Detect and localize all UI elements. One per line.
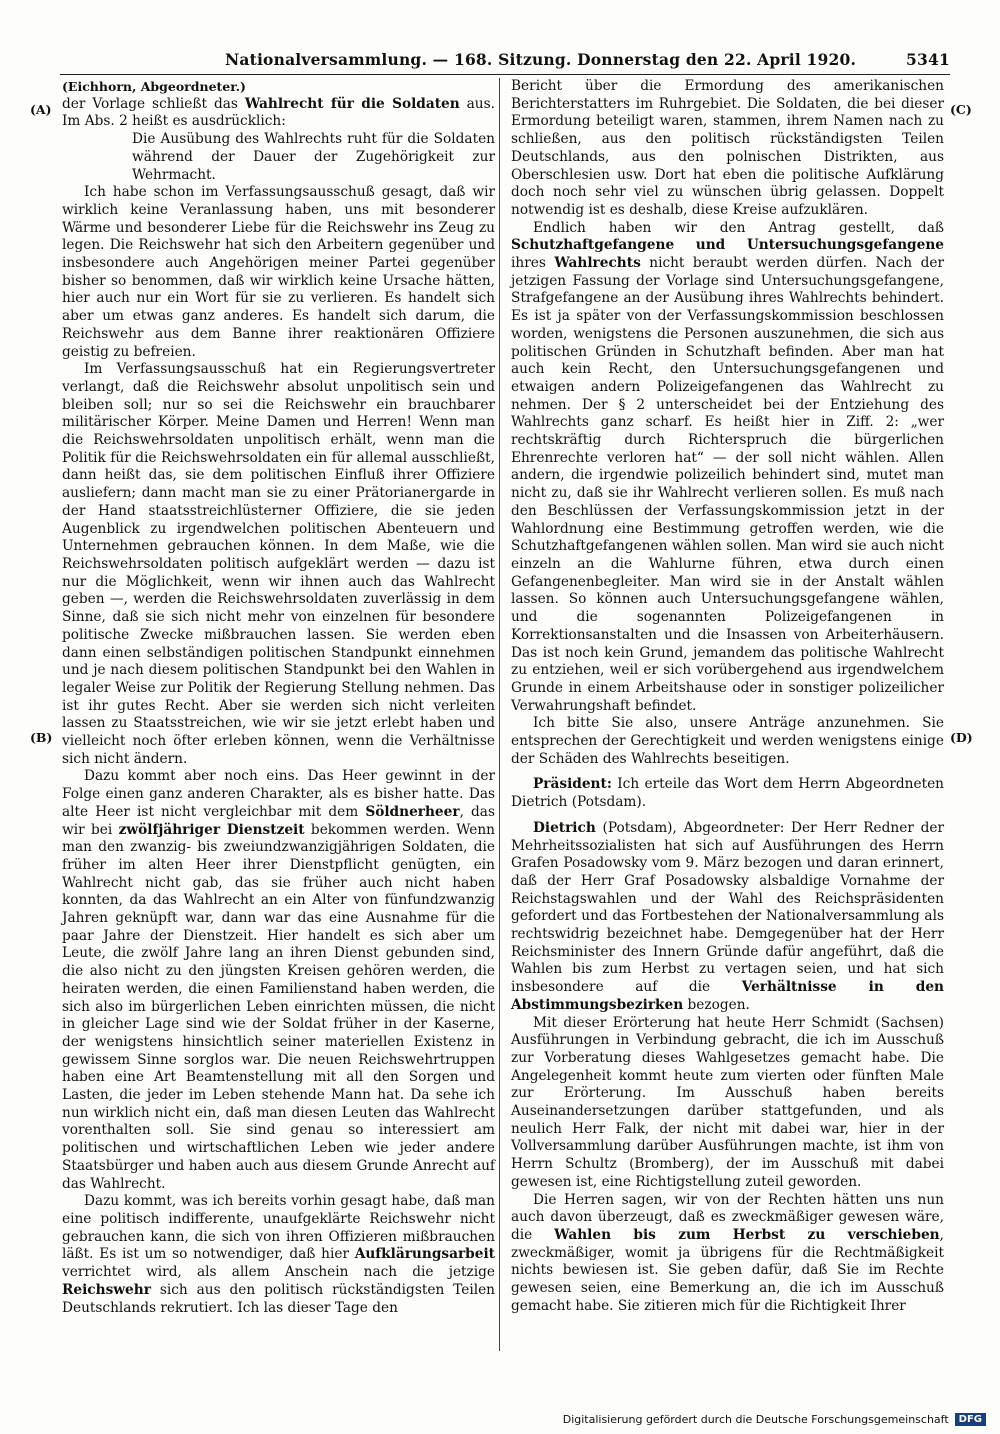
margin-mark-b: (B) bbox=[30, 730, 53, 745]
paragraph bbox=[62, 768, 495, 1193]
right-column bbox=[511, 78, 944, 1316]
text-run: Die Herren sagen, wir von der Rechten hätten uns nun auch davon überzeugt, daß es zweckmäßiger gewesen wäre, die bbox=[511, 1191, 944, 1243]
bold-term: Wahlrecht für die Soldaten bbox=[244, 95, 460, 112]
text-run: bezogen. bbox=[683, 996, 750, 1013]
text-run: Ich erteile das Wort dem Herrn Abgeordneten Dietrich (Potsdam). bbox=[511, 776, 944, 811]
speaker-name: Präsident: bbox=[533, 776, 612, 793]
text-run: , zweckmäßiger, womit ja übrigens für die Rechtmäßigkeit nichts bewiesen ist. Sie geben dafür, daß Sie im Rechte gewesen seien, eine Bemerkung an, die ich im Ausschuß gemacht habe. Sie zitieren mich für die Richtigkeit Ihrer bbox=[511, 1227, 944, 1314]
text-run: verrichtet wird, als allem Anschein nach die jetzige bbox=[62, 1264, 495, 1281]
paragraph bbox=[511, 220, 944, 716]
footer bbox=[563, 1413, 986, 1426]
speaker-name: Dietrich bbox=[533, 819, 596, 836]
page-number: 5341 bbox=[906, 50, 950, 69]
paragraph: Im Verfassungsausschuß hat ein Regierungsvertreter verlangt, daß die Reichswehr absolut unpolitisch sein und bleiben soll; nur so sei die Reichswehr ein brauchbarer militärischer Körper. Meine Damen und Herren! Wenn man die Reichswehrsoldaten unpolitisch erhält, wenn man die Politik für die Reichswehrsoldaten ein für allemal ausschließt, dann heißt das, sie dem politischen Einfluß ihrer Offiziere ausliefern; dann macht man sie zu einer Prätorianergarde in der Hand staatsstreichlüsterner Offiziere, die sie jeden Augenblick zu irgendwelchen politischen Abenteuern und Unternehmen gebrauchen können. In dem Maße, wie die Reichswehrsoldaten politisch aufgeklärt werden — dazu ist nur die Möglichkeit, wenn wir ihnen auch das Wahlrecht geben —, werden die Reichswehrsoldaten zuverlässig in dem Sinne, daß sie sich nicht mehr von einzelnen für besondere politische Zwecke mißbrauchen lassen. Sie werden eben dann einen selbständigen politischen Standpunkt einnehmen und je nach diesem politischen Standpunkt bei den Wahlen in legaler Weise zur Politik der Regierung Stellung nehmen. Das ist ihr gutes Recht. Aber sie werden sich nicht verleiten lassen zu Staatsstreichen, wie wir sie jetzt erlebt haben und vielleicht noch öfter erleben können, wenn die Verhältnisse sich nicht ändern. bbox=[62, 361, 495, 767]
left-column bbox=[62, 78, 495, 1317]
header-rule bbox=[60, 74, 950, 75]
paragraph bbox=[511, 1192, 944, 1316]
bold-term: Wahlrechts bbox=[554, 255, 641, 272]
paragraph: Mit dieser Erörterung hat heute Herr Schmidt (Sachsen) Ausführungen in Verbindung gebracht, die ich im Ausschuß zur Vorberatung dieses Wahlgesetzes gemacht habe. Die Angelegenheit kommt heute zum vierten oder fünften Male zur Erörterung. Im Ausschuß haben bereits Auseinandersetzungen darüber stattgefunden, und als neulich Herr Falk, der nicht mit dabei war, hier in der Vollversammlung darüber Ausführungen machte, ist ihm von Herrn Schultz (Bromberg), der im Ausschuß mit dabei gewesen ist, eine Richtigstellung zuteil geworden. bbox=[511, 1014, 944, 1190]
paragraph bbox=[62, 96, 495, 131]
bold-term: Reichswehr bbox=[62, 1281, 151, 1298]
paragraph bbox=[62, 1193, 495, 1317]
text-run: aus. Im Abs. 2 heißt es ausdrücklich: bbox=[62, 95, 495, 130]
text-run: ihres bbox=[511, 255, 555, 272]
header-title: Nationalversammlung. — 168. Sitzung. Donnerstag den 22. April 1920. bbox=[225, 50, 857, 69]
dfg-logo-icon: DFG bbox=[955, 1413, 986, 1426]
margin-mark-c: (C) bbox=[950, 102, 972, 117]
text-run: (Potsdam), Abgeordneter: Der Herr Redner der Mehrheitssozialisten hat sich auf Ausführungen des Herrn Grafen Posadowsky vom 9. März bezogen und daran erinnert, daß der Herr Graf Posadowsky alsbaldige Vornahme der Reichstagswahlen und der Wahl des Reichspräsidenten gefordert und das Fortbestehen der Nationalversammlung als rechtswidrig bezeichnet habe. Demgegenüber hat der Herr Reichsminister des Innern Gründe dafür angeführt, daß die Wahlen bis zum Herbst zu vertagen seien, und hat sich insbesondere auf die bbox=[511, 819, 944, 996]
text-run: Dazu kommt, was ich bereits vorhin gesagt habe, daß man eine politisch indifferente, unaufgeklärte Reichswehr nicht gebrauchen kann, die sich von ihren Offizieren mißbrauchen läßt. Es ist um so notwendiger, daß hier bbox=[62, 1193, 495, 1263]
bold-term: Aufklärungsarbeit bbox=[354, 1246, 495, 1263]
text-run: der Vorlage schließt das bbox=[62, 95, 245, 112]
block-quote: Die Ausübung des Wahlrechts ruht für die Soldaten während der Dauer der Zugehörigkeit zur Wehrmacht. bbox=[132, 131, 495, 183]
paragraph bbox=[511, 820, 944, 1015]
bold-term: Wahlen bis zum Herbst zu verschieben bbox=[554, 1227, 940, 1243]
text-run: Endlich haben wir den Antrag gestellt, daß bbox=[533, 219, 944, 236]
paragraph: Bericht über die Ermordung des amerikanischen Berichterstatters im Ruhrgebiet. Die Soldaten, die bei dieser Ermordung beteiligt waren, stammen, ihrem Namen nach zu schließen, aus den politisch rückständigsten Teilen Deutschlands, aus den polnischen Distrikten, aus Oberschlesien usw. Dort hat eben die politische Aufklärung doch noch sehr viel zu wünschen übrig gelassen. Doppelt notwendig ist es deshalb, diese Kreise aufzuklären. bbox=[511, 78, 944, 218]
text-run: nicht beraubt werden dürfen. Nach der jetzigen Fassung der Vorlage sind Untersuchungsgefangene, Strafgefangene an der Ausübung ihres Wahlrechts behindert. Es ist ja später von der Verfassungskommission beschlossen worden, wenigstens die Personen auszunehmen, die sich aus politischen Gründen in Schutzhaft befinden. Aber man hat auch kein Recht, den Untersuchungsgefangenen und etwaigen andern Polizeigefangenen das Wahlrecht zu nehmen. Der § 2 unterscheidet bei der Entziehung des Wahlrechts ganz scharf. Es heißt hier in Ziff. 2: „wer rechtskräftig durch Richterspruch die bürgerlichen Ehrenrechte verloren hat“ — der soll nicht wählen. Allen andern, die irgendwie polizeilich behindert sind, mutet man nicht zu, daß sie ihr Wahlrecht verlieren sollen. Es muß nach den Beschlüssen der Verfassungskommission jetzt in der Wahlordnung eine Bestimmung getroffen werden, wie die Schutzhaftgefangenen wählen sollen. Man wird sie auch nicht einzeln an die Wahlurne führen, etwa durch einen Gefangenenbegleiter. Man wird sie in der Anstalt wählen lassen. So können auch Untersuchungsgefangene wählen, und die sogenannten Polizeigefangenen in Korrektionsanstalten und die Insassen von Arbeiterhäusern. Das ist noch kein Grund, jemandem das politische Wahlrecht zu entziehen, weil er sich vorübergehend aus irgendwelchem Grunde in einem Arbeitshause oder in sonstiger polizeilicher Verwahrungshaft befindet. bbox=[511, 255, 944, 714]
text-run: Dazu kommt aber noch eins. Das Heer gewinnt in der Folge einen ganz anderen Charakter, als es bisher hatte. Das alte Heer ist nicht vergleichbar mit dem bbox=[62, 768, 495, 820]
speaker-tag: (Eichhorn, Abgeordneter.) bbox=[62, 79, 246, 94]
margin-mark-a: (A) bbox=[30, 102, 52, 117]
bold-term: zwölfjähriger Dienstzeit bbox=[118, 821, 305, 838]
page-header bbox=[60, 50, 950, 74]
text-run: sich aus den politisch rückständigsten Teilen Deutschlands rekrutiert. Ich las dieser Tage den bbox=[62, 1281, 495, 1316]
text-run: bekommen werden. Wenn man den zwanzig- bis zweiundzwanzigjährigen Soldaten, die früher im alten Heer ihrer Dienstpflicht genügten, ein Wahlrecht nicht gab, das sie früher auch nicht haben konnten, da das Wahlrecht an ein Alter von fünfundzwanzig Jahren geknüpft war, dann war das eine Ausnahme für die paar Jahre der Dienstzeit. Hier handelt es sich aber um Leute, die zwölf Jahre lang an ihren Dienst gebunden sind, die also nicht zu den jüngsten Kreisen gehören werden, die heiraten werden, die einen Familienstand haben werden, die sich also im bürgerlichen Leben einrichten müssen, die nicht in gleicher Lage sind wie der Soldat früher in der Kaserne, der wenigstens hinsichtlich seiner materiellen Existenz in gewissem Sinne sorglos war. Die neuen Reichswehrtruppen haben eine Art Beamtenstellung mit all den Sorgen und Lasten, die jeder im Leben stehende Mann hat. Da sehe ich nun wirklich nicht ein, daß man diesen Leuten das Wahlrecht vorenthalten soll. Sie sind genau so interessiert am politischen und wirtschaftlichen Leben wie jeder andere Staatsbürger und haben auch aus diesem Grunde Anrecht auf das Wahlrecht. bbox=[62, 821, 495, 1192]
text-run: , das wir bei bbox=[62, 803, 495, 838]
paragraph: Ich habe schon im Verfassungsausschuß gesagt, daß wir wirklich keine Veranlassung haben, uns mit besonderer Wärme und besonderer Liebe für die Reichswehr ins Zeug zu legen. Die Reichswehr hat sich den Arbeitern gegenüber und insbesondere auch Angehörigen meiner Partei gegenüber bisher so benommen, daß wir wirklich keine Ursache hätten, hier auch nur ein Wort für sie zu verlieren. Es handelt sich aber um etwas ganz anderes. Es handelt sich darum, die Reichswehr aus dem Banne ihrer reaktionären Offiziere geistig zu befreien. bbox=[62, 184, 495, 360]
footer-text: Digitalisierung gefördert durch die Deutsche Forschungsgemeinschaft bbox=[562, 1413, 949, 1426]
paragraph bbox=[511, 776, 944, 811]
bold-term: Söldnerheer bbox=[365, 803, 460, 820]
column-divider bbox=[499, 78, 500, 1351]
bold-term: Schutzhaftgefangene und Untersuchungsgefangene bbox=[511, 237, 944, 254]
bold-term: Verhältnisse in den Abstimmungsbezirken bbox=[511, 979, 945, 1013]
paragraph: Ich bitte Sie also, unsere Anträge anzunehmen. Sie entsprechen der Gerechtigkeit und werden wenigstens einige der Schäden des Wahlrechts beseitigen. bbox=[511, 715, 944, 767]
margin-mark-d: (D) bbox=[950, 730, 973, 745]
